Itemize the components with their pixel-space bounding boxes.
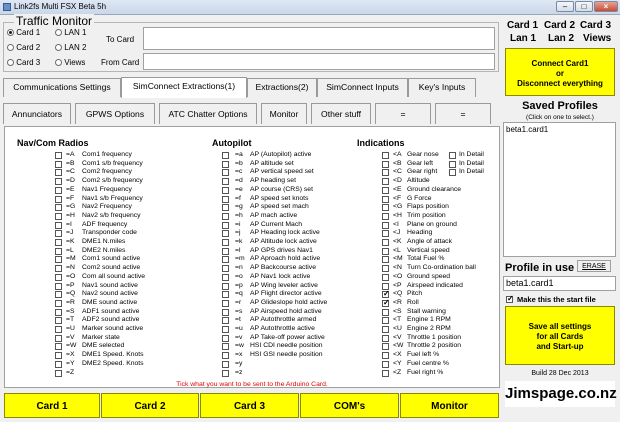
to-card-label: To Card <box>106 35 135 44</box>
indications-label: Gear right <box>407 168 438 176</box>
navcom-code: =P <box>66 281 75 289</box>
autopilot-label: AP Flight director active <box>250 290 322 298</box>
autopilot-code: =i <box>235 220 241 228</box>
autopilot-checkbox[interactable] <box>222 309 229 316</box>
lan-1-link[interactable]: Lan 1 <box>510 33 537 44</box>
indications-code: <V <box>393 333 402 341</box>
navcom-code: =Z <box>66 368 75 376</box>
autopilot-label: AP Heading lock active <box>250 229 320 237</box>
navcom-code: =Q <box>66 290 76 298</box>
navcom-label: Com1 s/b frequency <box>82 159 143 167</box>
autopilot-code: =c <box>235 168 243 176</box>
indications-code: <W <box>393 342 404 350</box>
navcom-label: Marker sound active <box>82 325 144 332</box>
card-1-button[interactable]: Card 1 <box>4 393 100 418</box>
indications-code: <A <box>393 151 402 158</box>
navcom-checkbox[interactable] <box>55 239 62 246</box>
indications-label: Heading <box>407 229 433 237</box>
autopilot-checkbox[interactable] <box>222 213 229 220</box>
navcom-code: =X <box>66 351 75 359</box>
autopilot-label: AP heading set <box>250 177 296 185</box>
navcom-label: Com2 sound active <box>82 264 141 272</box>
indications-checkbox[interactable] <box>382 352 389 359</box>
tab-annunciators[interactable]: Annunciators <box>3 103 71 124</box>
autopilot-code: =d <box>235 177 243 185</box>
navcom-code: =A <box>66 151 75 158</box>
card-3-button[interactable]: Card 3 <box>200 393 299 418</box>
navcom-label: DME selected <box>82 342 125 350</box>
navcom-label: DME2 Speed. Knots <box>82 359 144 367</box>
save-settings-button[interactable]: Save all settings for all Cards and Start-up <box>505 306 615 365</box>
navcom-checkbox[interactable] <box>55 256 62 263</box>
restore-icon[interactable]: □ <box>575 1 593 12</box>
navcom-code: =D <box>66 177 75 185</box>
indications-checkbox[interactable] <box>382 343 389 350</box>
arduino-hint: Tick what you want to be sent to the Arduino Card. <box>176 381 328 388</box>
navcom-code: =O <box>66 272 76 280</box>
views-link[interactable]: Views <box>583 33 612 44</box>
indications-label: Roll <box>407 298 419 306</box>
indications-checkbox[interactable] <box>382 300 389 307</box>
indications-label: Pitch <box>407 290 423 298</box>
autopilot-code: =m <box>235 255 245 263</box>
navcom-checkbox[interactable] <box>55 335 62 342</box>
profile-item[interactable]: beta1.card1 <box>506 125 549 134</box>
radio-views-dot <box>55 59 62 66</box>
indications-label: Fuel right % <box>407 368 444 376</box>
indications-code: <P <box>393 281 402 289</box>
card-2-button[interactable]: Card 2 <box>101 393 199 418</box>
tab-equals-2[interactable]: = <box>435 103 491 124</box>
autopilot-checkbox[interactable] <box>222 300 229 307</box>
navcom-checkbox[interactable] <box>55 274 62 281</box>
navcom-code: =M <box>66 255 76 263</box>
indications-code: <O <box>393 272 403 280</box>
indications-label: Plane on ground <box>407 220 457 228</box>
navcom-label: Marker state <box>82 333 120 341</box>
navcom-checkbox[interactable] <box>55 152 62 159</box>
navcom-code: =S <box>66 307 75 315</box>
extractions-panel <box>4 126 500 388</box>
navcom-checkbox[interactable] <box>55 230 62 237</box>
indications-checkbox[interactable] <box>382 370 389 377</box>
navcom-label: Nav1 Frequency <box>82 185 132 193</box>
autopilot-checkbox[interactable] <box>222 352 229 359</box>
radio-lan-2[interactable]: LAN 2 <box>55 43 86 52</box>
indications-checkbox[interactable] <box>382 169 389 176</box>
indications-code: <Y <box>393 359 402 367</box>
autopilot-code: =t <box>235 316 241 324</box>
tab-other-stuff[interactable]: Other stuff <box>311 103 371 124</box>
indications-checkbox[interactable] <box>382 335 389 342</box>
navcom-checkbox[interactable] <box>55 326 62 333</box>
autopilot-checkbox[interactable] <box>222 178 229 185</box>
navcom-code: =W <box>66 342 77 350</box>
navcom-label: Nav1 sound active <box>82 281 138 289</box>
navcom-label: ADF frequency <box>82 220 128 228</box>
make-start-checkbox[interactable] <box>506 296 513 303</box>
autopilot-code: =n <box>235 264 243 272</box>
radio-card-2-dot <box>7 44 14 51</box>
navcom-label: Nav1 s/b Frequency <box>82 194 143 202</box>
radio-card-1-dot <box>7 29 14 36</box>
autopilot-code: =v <box>235 333 243 341</box>
navcom-code: =Y <box>66 359 75 367</box>
navcom-label: Com2 frequency <box>82 168 132 176</box>
indications-code: <E <box>393 185 402 193</box>
autopilot-checkbox[interactable] <box>222 283 229 290</box>
in-detail-label: In Detail <box>459 159 484 167</box>
autopilot-checkbox[interactable] <box>222 222 229 229</box>
autopilot-label: AP Glideslope hold active <box>250 298 328 306</box>
radio-card-3-dot <box>7 59 14 66</box>
autopilot-checkbox[interactable] <box>222 361 229 368</box>
in-detail-checkbox[interactable] <box>449 161 456 168</box>
navcom-label: Com all sound active <box>82 272 146 280</box>
monitor-button[interactable]: Monitor <box>400 393 499 418</box>
indications-checkbox[interactable] <box>382 239 389 246</box>
autopilot-label: AP Current Mach <box>250 220 303 228</box>
navcom-label: Nav2 s/b frequency <box>82 211 141 219</box>
navcom-label: Com1 frequency <box>82 151 132 158</box>
autopilot-checkbox[interactable] <box>222 230 229 237</box>
navcom-label: DME1 Speed. Knots <box>82 351 144 359</box>
indications-label: Altitude <box>407 177 430 185</box>
autopilot-code: =l <box>235 246 241 254</box>
indications-code: <J <box>393 229 401 237</box>
navcom-checkbox[interactable] <box>55 370 62 377</box>
navcom-code: =G <box>66 203 76 211</box>
tab-simconnect-extractions-1[interactable]: SimConnect Extractions(1) <box>121 77 247 98</box>
connect-button[interactable]: Connect Card1 or Disconnect everything <box>505 48 615 96</box>
tab-equals-1[interactable]: = <box>375 103 431 124</box>
autopilot-code: =h <box>235 211 243 219</box>
indications-code: <N <box>393 264 402 272</box>
navcom-code: =K <box>66 238 75 245</box>
autopilot-label: AP Backcourse active <box>250 264 316 272</box>
indications-code: <B <box>393 159 402 167</box>
autopilot-code: =q <box>235 290 243 298</box>
indications-code: <T <box>393 316 402 324</box>
indications-code: <H <box>393 211 402 219</box>
autopilot-checkbox[interactable] <box>222 265 229 272</box>
navcom-checkbox[interactable] <box>55 169 62 176</box>
indications-code: <Q <box>393 290 403 298</box>
autopilot-code: =b <box>235 159 243 167</box>
indications-checkbox[interactable] <box>382 204 389 211</box>
navcom-checkbox[interactable] <box>55 300 62 307</box>
indications-checkbox[interactable] <box>382 317 389 324</box>
indications-checkbox[interactable] <box>382 309 389 316</box>
navcom-checkbox[interactable] <box>55 309 62 316</box>
indications-code: <I <box>393 220 399 228</box>
navcom-checkbox[interactable] <box>55 361 62 368</box>
autopilot-label: AP Take-off power active <box>250 333 325 341</box>
profile-in-use-input[interactable]: beta1.card1 <box>503 276 616 291</box>
indications-label: Gear nose <box>407 151 439 158</box>
autopilot-checkbox[interactable] <box>222 196 229 203</box>
navcom-checkbox[interactable] <box>55 213 62 220</box>
card-1-link[interactable]: Card 1 <box>507 20 539 31</box>
card-3-link[interactable]: Card 3 <box>580 20 612 31</box>
in-detail-checkbox[interactable] <box>449 169 456 176</box>
indications-code: <F <box>393 194 402 202</box>
autopilot-checkbox[interactable] <box>222 326 229 333</box>
navcom-checkbox[interactable] <box>55 343 62 350</box>
autopilot-checkbox[interactable] <box>222 335 229 342</box>
to-card-textbox[interactable] <box>143 27 495 50</box>
indications-checkbox[interactable] <box>382 222 389 229</box>
build-date: Build 28 Dec 2013 <box>531 370 589 377</box>
autopilot-code: =s <box>235 307 243 315</box>
website-label: Jimspage.co.nz <box>505 381 615 407</box>
navcom-code: =E <box>66 185 75 193</box>
radio-lan-1[interactable]: LAN 1 <box>55 28 86 37</box>
indications-checkbox[interactable] <box>382 361 389 368</box>
autopilot-label: AP Wing leveler active <box>250 281 318 289</box>
from-card-label: From Card <box>101 58 140 67</box>
indications-code: <K <box>393 238 402 245</box>
autopilot-heading: Autopilot <box>212 138 252 148</box>
profile-in-use-label: Profile in use <box>505 262 575 274</box>
radio-card-2[interactable]: Card 2 <box>7 43 40 52</box>
autopilot-code: =f <box>235 194 241 202</box>
autopilot-label: AP (Autopilot) active <box>250 151 312 158</box>
indications-checkbox[interactable] <box>382 265 389 272</box>
navcom-label: ADF1 sound active <box>82 307 140 315</box>
navcom-label: DME2 N.miles <box>82 246 126 254</box>
indications-label: Throttle 2 position <box>407 342 462 350</box>
navcom-heading: Nav/Com Radios <box>17 138 89 148</box>
navcom-code: =B <box>66 159 75 167</box>
indications-label: Gear left <box>407 159 434 167</box>
autopilot-code: =x <box>235 351 243 359</box>
navcom-code: =F <box>66 194 75 202</box>
navcom-code: =R <box>66 298 75 306</box>
radio-views[interactable]: Views <box>55 58 85 67</box>
navcom-checkbox[interactable] <box>55 161 62 168</box>
tab-monitor[interactable]: Monitor <box>261 103 307 124</box>
indications-heading: Indications <box>357 138 405 148</box>
navcom-code: =U <box>66 325 75 332</box>
autopilot-label: AP Autothrottle armed <box>250 316 317 324</box>
indications-code: <R <box>393 298 402 306</box>
indications-code: <D <box>393 177 402 185</box>
window-title: Link2fs Multi FSX Beta 5h <box>14 2 107 11</box>
indications-code: <S <box>393 307 402 315</box>
navcom-checkbox[interactable] <box>55 222 62 229</box>
autopilot-code: =p <box>235 281 243 289</box>
autopilot-label: AP Airspeed hold active <box>250 307 322 315</box>
autopilot-label: AP course (CRS) set <box>250 185 313 193</box>
autopilot-label: AP Nav1 lock active <box>250 272 311 280</box>
indications-checkbox[interactable] <box>382 213 389 220</box>
autopilot-label: AP speed set mach <box>250 203 309 211</box>
navcom-checkbox[interactable] <box>55 317 62 324</box>
indications-label: Ground clearance <box>407 185 462 193</box>
autopilot-checkbox[interactable] <box>222 161 229 168</box>
navcom-label: Com1 sound active <box>82 255 141 263</box>
indications-label: Airspeed indicated <box>407 281 463 289</box>
saved-profiles-subtitle: (Click on one to select.) <box>526 114 594 121</box>
indications-label: G Force <box>407 194 432 202</box>
autopilot-label: AP speed set knots <box>250 194 309 202</box>
navcom-label: Transponder code <box>82 229 137 237</box>
autopilot-label: AP Autothrottle active <box>250 325 315 332</box>
indications-code: <X <box>393 351 402 359</box>
indications-label: Flaps position <box>407 203 449 211</box>
indications-checkbox[interactable] <box>382 326 389 333</box>
card-2-link[interactable]: Card 2 <box>544 20 576 31</box>
indications-label: Ground speed <box>407 272 451 280</box>
in-detail-label: In Detail <box>459 168 484 176</box>
autopilot-checkbox[interactable] <box>222 248 229 255</box>
tab-simconnect-inputs[interactable]: SimConnect Inputs <box>317 78 408 97</box>
indications-label: Fuel left % <box>407 351 440 359</box>
autopilot-code: =a <box>235 151 243 158</box>
autopilot-code: =e <box>235 185 243 193</box>
autopilot-label: AP altitude set <box>250 159 294 167</box>
indications-label: Turn Co-ordination ball <box>407 264 476 272</box>
navcom-checkbox[interactable] <box>55 178 62 185</box>
autopilot-checkbox[interactable] <box>222 274 229 281</box>
autopilot-label: AP mach active <box>250 211 298 219</box>
saved-profiles-title: Saved Profiles <box>522 100 598 112</box>
indications-checkbox[interactable] <box>382 187 389 194</box>
indications-checkbox[interactable] <box>382 152 389 159</box>
autopilot-checkbox[interactable] <box>222 187 229 194</box>
navcom-code: =C <box>66 168 75 176</box>
autopilot-code: =g <box>235 203 243 211</box>
autopilot-label: AP Aproach hold active <box>250 255 321 263</box>
autopilot-label: AP GPS drives Nav1 <box>250 246 313 254</box>
saved-profiles-list[interactable] <box>503 122 616 257</box>
autopilot-label: HSI GSI needle position <box>250 351 323 359</box>
tab-atc-chatter-options[interactable]: ATC Chatter Options <box>159 103 257 124</box>
coms-button[interactable]: COM's <box>300 393 399 418</box>
autopilot-checkbox[interactable] <box>222 291 229 298</box>
autopilot-label: HSI CDI needle position <box>250 342 323 350</box>
navcom-label: ADF2 sound active <box>82 316 140 324</box>
radio-card-1[interactable]: Card 1 <box>7 28 40 37</box>
autopilot-checkbox[interactable] <box>222 256 229 263</box>
indications-checkbox[interactable] <box>382 256 389 263</box>
autopilot-code: =k <box>235 238 243 245</box>
autopilot-label: AP Altitude lock active <box>250 238 317 245</box>
title-bar <box>0 0 620 15</box>
navcom-code: =N <box>66 264 75 272</box>
close-icon[interactable]: × <box>594 1 618 12</box>
autopilot-checkbox[interactable] <box>222 343 229 350</box>
indications-label: Fuel centre % <box>407 359 449 367</box>
indications-label: Stall warning <box>407 307 446 315</box>
indications-checkbox[interactable] <box>382 196 389 203</box>
make-start-label: Make this the start file <box>517 295 596 304</box>
tab-communications-settings[interactable]: Communications Settings <box>3 78 121 97</box>
indications-checkbox[interactable] <box>382 161 389 168</box>
indications-checkbox[interactable] <box>382 274 389 281</box>
minimize-icon[interactable]: – <box>556 1 574 12</box>
navcom-checkbox[interactable] <box>55 283 62 290</box>
navcom-checkbox[interactable] <box>55 204 62 211</box>
tab-extractions-2[interactable]: Extractions(2) <box>247 78 317 97</box>
in-detail-checkbox[interactable] <box>449 152 456 159</box>
indications-code: <C <box>393 168 402 176</box>
navcom-code: =V <box>66 333 75 341</box>
navcom-checkbox[interactable] <box>55 352 62 359</box>
autopilot-checkbox[interactable] <box>222 370 229 377</box>
autopilot-code: =r <box>235 298 242 306</box>
lan-2-link[interactable]: Lan 2 <box>548 33 575 44</box>
indications-checkbox[interactable] <box>382 178 389 185</box>
erase-button[interactable]: ERASE <box>577 260 611 272</box>
navcom-checkbox[interactable] <box>55 187 62 194</box>
navcom-checkbox[interactable] <box>55 291 62 298</box>
navcom-checkbox[interactable] <box>55 248 62 255</box>
navcom-code: =T <box>66 316 75 324</box>
tab-gpws-options[interactable]: GPWS Options <box>75 103 155 124</box>
radio-lan-1-dot <box>55 29 62 36</box>
autopilot-checkbox[interactable] <box>222 239 229 246</box>
navcom-code: =I <box>66 220 72 228</box>
indications-label: Engine 2 RPM <box>407 325 451 332</box>
indications-label: Angle of attack <box>407 238 452 245</box>
autopilot-code: =u <box>235 325 243 332</box>
navcom-code: =H <box>66 211 75 219</box>
radio-lan-2-dot <box>55 44 62 51</box>
autopilot-checkbox[interactable] <box>222 204 229 211</box>
navcom-label: DME1 N.miles <box>82 238 126 245</box>
indications-checkbox[interactable] <box>382 248 389 255</box>
indications-code: <L <box>393 246 401 254</box>
indications-label: Throttle 1 position <box>407 333 462 341</box>
radio-card-3[interactable]: Card 3 <box>7 58 40 67</box>
autopilot-code: =w <box>235 342 244 350</box>
autopilot-code: =z <box>235 368 243 376</box>
autopilot-checkbox[interactable] <box>222 169 229 176</box>
indications-code: <G <box>393 203 403 211</box>
traffic-monitor-legend: Traffic Monitor <box>16 14 93 28</box>
navcom-label: Nav2 Frequency <box>82 203 132 211</box>
autopilot-checkbox[interactable] <box>222 152 229 159</box>
autopilot-code: =j <box>235 229 241 237</box>
navcom-checkbox[interactable] <box>55 196 62 203</box>
indications-code: <M <box>393 255 403 263</box>
navcom-checkbox[interactable] <box>55 265 62 272</box>
indications-checkbox[interactable] <box>382 230 389 237</box>
indications-label: Trim position <box>407 211 446 219</box>
navcom-code: =L <box>66 246 74 254</box>
navcom-label: Nav2 sound active <box>82 290 138 298</box>
autopilot-label: AP vertical speed set <box>250 168 314 176</box>
indications-code: <Z <box>393 368 402 376</box>
indications-label: Engine 1 RPM <box>407 316 451 324</box>
indications-label: Total Fuel % <box>407 255 445 263</box>
tab-keys-inputs[interactable]: Key's Inputs <box>408 78 476 97</box>
autopilot-code: =o <box>235 272 243 280</box>
navcom-label: Com2 s/b frequency <box>82 177 143 185</box>
autopilot-checkbox[interactable] <box>222 317 229 324</box>
indications-code: <U <box>393 325 402 332</box>
indications-label: Vertical speed <box>407 246 450 254</box>
navcom-code: =J <box>66 229 74 237</box>
app-icon <box>3 3 11 11</box>
from-card-textbox[interactable] <box>143 53 495 70</box>
in-detail-label: In Detail <box>459 151 484 158</box>
navcom-label: DME sound active <box>82 298 138 306</box>
autopilot-code: =y <box>235 359 243 367</box>
